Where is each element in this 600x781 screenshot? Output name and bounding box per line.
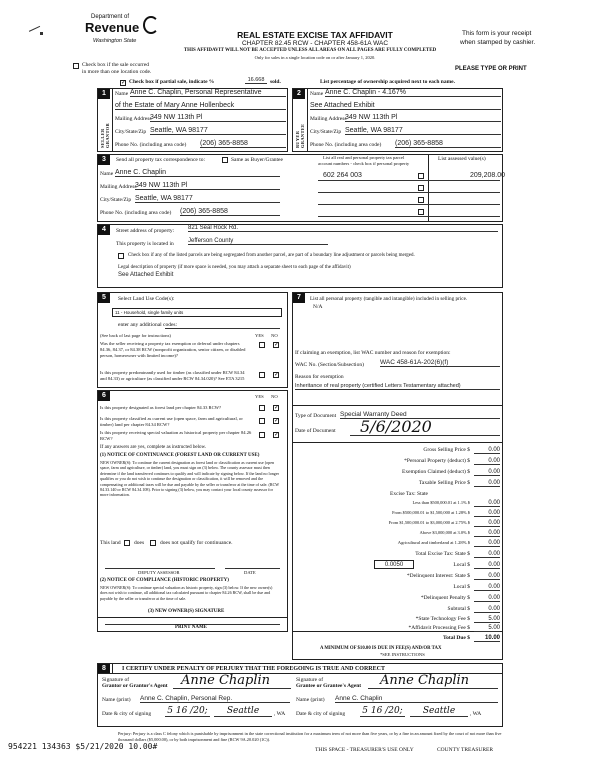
- partial-sale-pct[interactable]: 16.668: [245, 77, 267, 84]
- calc-tech[interactable]: 5.00: [474, 616, 500, 623]
- treasurer-use: THIS SPACE - TREASURER'S USE ONLY: [315, 747, 414, 753]
- calc-tier-label: From $500,000.01 to $1,500,000 at 1.28% $: [392, 510, 470, 515]
- s6-notice1-text: NEW OWNER(S): To continue the current designation as forest land or classification as current use (open space, farm and agriculture, or timber) land, you must sign on (3) below. The county assessor must then determine if the land transferred continues to qualify and will indicate by signing below. If the land no longer qualifies or you do not wish to continue the designation or classification, it will be removed and the compensating or additional taxes will be due and payable by the seller or transferor at the time of sale. (RCW 84.33.140 or RCW 84.34.108). Prior to signing (3) below, you may contact your local county assessor for more information.: [100, 460, 280, 498]
- multi-location-label1: Check box if the sale occurred: [82, 62, 150, 68]
- s1-mail[interactable]: 349 NW 113th Pl: [150, 114, 286, 122]
- s6-question-1: Is this property designated as forest land per chapter 84.33 RCW?: [100, 405, 222, 410]
- s3-acct-line: [318, 192, 500, 193]
- s5-q2-no[interactable]: [273, 372, 279, 378]
- s1-name1[interactable]: Anne C. Chaplin, Personal Representative: [130, 89, 286, 97]
- s4-location[interactable]: Jefferson County: [188, 238, 328, 245]
- s6-q2-yes[interactable]: [259, 418, 265, 424]
- calc-tier-label: From $1,500,000.01 to $3,000,000 at 2.75% $: [388, 520, 470, 525]
- s7-wac-intro: If claiming an exemption, list WAC number and reason for exemption:: [295, 350, 451, 356]
- section-1-number: 1: [98, 89, 110, 99]
- s3-personal-checkbox[interactable]: [418, 197, 424, 203]
- s1-phone[interactable]: (206) 365-8858: [200, 140, 286, 148]
- logo-dept: Department of: [91, 14, 130, 20]
- s7-title: List all personal property (tangible and intangible) included in selling price.: [310, 296, 468, 302]
- section-3-number: 3: [98, 155, 110, 165]
- s6-signature-heading: (3) NEW OWNER(S) SIGNATURE: [148, 609, 225, 614]
- s5-q2-yes[interactable]: [259, 372, 265, 378]
- s3-assessed-value[interactable]: 209,208.00: [470, 172, 506, 179]
- form-chapter: CHAPTER 82.45 RCW - CHAPTER 458-61A WAC: [241, 40, 389, 47]
- s8-wa: , WA: [274, 711, 286, 717]
- calc-proc[interactable]: 5.00: [474, 625, 500, 632]
- s3-personal-checkbox[interactable]: [418, 185, 424, 191]
- s5-title: Select Land Use Code(s):: [118, 296, 175, 302]
- s3-same-label: Same as Buyer/Grantee: [231, 157, 283, 163]
- section-5-number: 5: [98, 293, 110, 303]
- calc-tech-label: *State Technology Fee $: [415, 616, 470, 622]
- s6-does-checkbox[interactable]: [124, 540, 130, 546]
- s7-reason-label: Reason for exemption: [295, 374, 344, 380]
- s2-city-label: City/State/Zip: [310, 129, 342, 135]
- s8-name-label: Name (print): [296, 697, 325, 703]
- calc-value[interactable]: 0.00: [474, 480, 500, 487]
- form-sub: Only for sales in a single location code on or after January 1, 2020.: [254, 55, 376, 60]
- section-6-number: 6: [98, 391, 110, 401]
- s6-q1-no[interactable]: [273, 405, 279, 411]
- s1-phone-label: Phone No. (including area code): [115, 142, 187, 148]
- receipt-line2: when stamped by cashier.: [460, 39, 536, 46]
- calc-value[interactable]: 0.00: [474, 458, 500, 465]
- s6-notice2-heading: (2) NOTICE OF COMPLIANCE (HISTORIC PROPERTY): [100, 578, 229, 583]
- multi-location-checkbox[interactable]: [73, 63, 79, 69]
- calc-due-label: Total Due $: [443, 635, 470, 641]
- s3-name[interactable]: Anne C. Chaplin: [115, 169, 280, 177]
- s6-q3-no[interactable]: [273, 432, 279, 438]
- calc-penalty-label: *Delinquent Penalty $: [420, 595, 470, 601]
- logo-revenue: Revenue: [85, 20, 140, 35]
- calc-label: Gross Selling Price $: [423, 447, 470, 453]
- partial-sold: sold.: [270, 79, 281, 85]
- s8-sig-label-grantee: Grantee or Grantee's Agent: [296, 683, 362, 689]
- logo-state: Washington State: [93, 38, 137, 44]
- s5-q1-no[interactable]: [273, 342, 279, 348]
- s6-question-3: Is this property receiving special valuation as historical property per chapter 84.26 RCW?: [100, 430, 252, 441]
- s7-wac-value[interactable]: WAC 458-61A-202(6)(f): [380, 359, 500, 367]
- s8-date-label: Date & city of signing: [296, 711, 346, 717]
- s4-segregated-label: Check box if any of the listed parcels are being segregated from another parcel, are part of a boundary line adjustment or parcels being merged.: [128, 253, 415, 258]
- section-1-divider: [112, 88, 113, 152]
- s8-sig-label-grantor: Grantor or Grantor's Agent: [102, 683, 168, 689]
- calc-penalty[interactable]: 0.00: [474, 595, 500, 602]
- dor-logo: [85, 14, 163, 52]
- section-8-number: 8: [98, 664, 110, 674]
- s8-title: I CERTIFY UNDER PENALTY OF PERJURY THAT THE FOREGOING IS TRUE AND CORRECT: [122, 666, 385, 672]
- s8-grantee-date[interactable]: 5 16 /20;: [360, 706, 405, 717]
- calc-proc-label: *Affidavit Processing Fee $: [408, 625, 470, 631]
- s3-phone[interactable]: (206) 365-8858: [180, 208, 280, 216]
- treasurer-stamp: 954221 134363 $5/21/2020 10.00#: [8, 742, 158, 751]
- form-warning: THIS AFFIDAVIT WILL NOT BE ACCEPTED UNLESS ALL AREAS ON ALL PAGES ARE FULLY COMPLETED: [183, 48, 437, 53]
- form-title: REAL ESTATE EXCISE TAX AFFIDAVIT: [237, 30, 393, 40]
- s8-name-label: Name (print): [102, 697, 131, 703]
- s8-num-divider: [112, 663, 113, 673]
- s4-street[interactable]: 821 Seal Rock Rd.: [188, 225, 498, 232]
- calc-subtotal-label: Subtotal $: [447, 606, 470, 612]
- calc-tier-value[interactable]: 0.00: [474, 530, 500, 537]
- please-type: PLEASE TYPE OR PRINT: [455, 66, 527, 72]
- s5-land-use-select[interactable]: 11 - Household, single family units: [112, 308, 282, 317]
- s5-addl-label: enter any additional codes:: [118, 322, 178, 328]
- s1-mail-label: Mailing Address: [115, 116, 152, 122]
- s6-doesnot-label: does not qualify for continuance.: [160, 540, 233, 546]
- s3-acct-line: [318, 216, 500, 217]
- s6-notice1-heading: (1) NOTICE OF CONTINUANCE (FOREST LAND OR CURRENT USE): [100, 453, 260, 458]
- calc-tier-label: Less than $500,000.01 at 1.1% $: [412, 500, 470, 505]
- list-pct-label: List percentage of ownership acquired next to each name.: [320, 79, 455, 85]
- s2-mail[interactable]: 349 NW 113th Pl: [345, 114, 501, 122]
- s2-city[interactable]: Seattle, WA 98177: [345, 127, 501, 135]
- calc-int-state-label: *Delinquent Interest: State $: [406, 573, 470, 579]
- s3-mail-label: Mailing Address: [100, 184, 137, 190]
- section-2-number: 2: [293, 89, 305, 99]
- calc-see: *SEE INSTRUCTIONS: [380, 652, 425, 657]
- s4-location-label: This property is located in: [116, 241, 174, 247]
- county-treasurer: COUNTY TREASURER: [437, 747, 494, 753]
- calc-tier-label: Agricultural and timberland at 1.28% $: [397, 540, 470, 545]
- s1-city[interactable]: Seattle, WA 98177: [150, 127, 286, 135]
- perjury-notice: Perjury: Perjury is a class C felony which is punishable by imprisonment in the state correctional institution for a maximum term of not more than five years, or by a fine in an amount fixed by the court of not more than five thousand dollars ($5,000.00), or by both imprisonment and fine (RCW 9A.20.020 (1C)).: [118, 731, 502, 742]
- calc-value[interactable]: 0.00: [474, 447, 500, 454]
- multi-location-label2: in more than one location code.: [82, 69, 152, 75]
- s1-name-label: Name: [115, 91, 129, 97]
- calc-local-rate[interactable]: 0.0050: [374, 560, 414, 569]
- s8-sig-label-top: Signature of: [102, 677, 130, 683]
- s6-land-label: This land: [100, 540, 121, 546]
- s2-phone[interactable]: (206) 365-8858: [395, 140, 501, 148]
- calc-total-due[interactable]: 10.00: [474, 635, 500, 642]
- s7-docdate-label: Date of Document: [295, 428, 336, 434]
- s8-grantee-city[interactable]: Seattle: [410, 706, 468, 717]
- s2-name2[interactable]: See Attached Exhibit: [310, 102, 501, 110]
- s5-no-head: NO: [271, 333, 278, 338]
- s5-yes-head: YES: [255, 333, 264, 338]
- s3-city-label: City/State/Zip: [100, 197, 132, 203]
- s8-grantor-name[interactable]: Anne C. Chaplin, Personal Rep.: [140, 695, 290, 703]
- s2-mail-label: Mailing Address: [310, 116, 347, 122]
- buyer-side-label: BUYER GRANTEE: [295, 123, 305, 148]
- s3-city[interactable]: Seattle, WA 98177: [135, 195, 280, 203]
- s6-no-head: NO: [271, 394, 278, 399]
- s3-name-label: Name: [100, 171, 114, 177]
- s8-grantor-date[interactable]: 5 16 /20;: [165, 706, 210, 717]
- s3-same-checkbox[interactable]: [222, 157, 228, 163]
- s5-seeback: (See back of last page for instructions): [100, 333, 171, 338]
- calc-local[interactable]: 0.00: [474, 562, 500, 569]
- s8-date-label: Date & city of signing: [102, 711, 152, 717]
- calc-tier-value[interactable]: 0.00: [474, 520, 500, 527]
- s6-yes-head: YES: [255, 394, 264, 399]
- calc-int-local[interactable]: 0.00: [474, 584, 500, 591]
- partial-sale-checkbox[interactable]: [120, 80, 126, 86]
- s3-acct-number[interactable]: 602 264 003: [323, 172, 362, 179]
- s3-send-label: Send all property tax correspondence to:: [116, 157, 206, 163]
- s5-addl-line[interactable]: [165, 328, 280, 329]
- receipt-line1: This form is your receipt: [462, 30, 532, 37]
- calc-subtotal[interactable]: 0.00: [474, 606, 500, 613]
- calc-label: Taxable Selling Price $: [418, 480, 470, 486]
- s7-doctype-value[interactable]: Special Warranty Deed: [340, 411, 500, 419]
- s3-personal-checkbox[interactable]: [418, 173, 424, 179]
- calc-label: Exemption Claimed (deduct) $: [402, 469, 470, 475]
- s6-notice2-text: NEW OWNER(S): To continue special valuation as historic property, sign (3) below. If the new owner(s) does not wish to continue, all additional tax calculated pursuant to chapter 84.26 RCW, shall be due and payable by the seller or transferor at the time of sale.: [100, 585, 273, 601]
- s3-acct-line: [318, 204, 500, 205]
- s7-divider: [292, 405, 503, 406]
- calc-int-state[interactable]: 0.00: [474, 573, 500, 580]
- s6-does-label: does: [134, 540, 145, 546]
- s6-print-label: PRINT NAME: [175, 625, 207, 630]
- s1-city-label: City/State/Zip: [115, 129, 147, 135]
- calc-tier-label: Above $3,000,000 at 3.0% $: [419, 530, 470, 535]
- s6-question-2: Is this property classified as current use (open space, farm and agricultural, or timber) land per chapter 84.34 RCW?: [100, 416, 243, 427]
- s7-docdate-value[interactable]: 5/6/2020: [350, 418, 500, 436]
- s2-name1[interactable]: Anne C. Chaplin - 4.167%: [325, 89, 501, 97]
- s3-acct-line: [318, 180, 500, 181]
- s6-date-line[interactable]: [225, 568, 280, 569]
- s8-grantee-signature[interactable]: Anne Chaplin: [368, 673, 498, 689]
- s1-name2[interactable]: of the Estate of Mary Anne Hollenbeck: [115, 102, 286, 110]
- s6-q3-yes[interactable]: [259, 432, 265, 438]
- s4-legal-label: Legal description of property (if more space is needed, you may attach a separate sheet to each page of the affidavit): [118, 265, 351, 270]
- calc-tier-value[interactable]: 0.00: [474, 510, 500, 517]
- s4-segregated-checkbox[interactable]: [118, 253, 124, 259]
- s3-value-head: List assessed value(s): [438, 156, 486, 162]
- s6-any-yes: If any answers are yes, complete as instructed below.: [100, 445, 207, 450]
- section-4-number: 4: [98, 225, 110, 235]
- s3-phone-label: Phone No. (including area code): [100, 210, 172, 216]
- s4-legal-value[interactable]: See Attached Exhibit: [118, 272, 174, 278]
- s3-acct-head1: List all real and personal property tax parcel: [323, 155, 405, 160]
- s6-deputy-line[interactable]: [105, 568, 215, 569]
- s8-grantor-signature[interactable]: Anne Chaplin: [173, 673, 291, 689]
- s3-acct-head2: account numbers - check box if personal property: [318, 161, 410, 166]
- calc-total-state-label: Total Excise Tax: State $: [415, 551, 470, 557]
- seller-side-label: SELLER GRANTOR: [100, 122, 110, 148]
- calc-minimum: A MINIMUM OF $10.00 IS DUE IN FEE(S) AND/OR TAX: [320, 646, 442, 651]
- s3-personal-checkbox[interactable]: [418, 209, 424, 215]
- calc-tier-value[interactable]: 0.00: [474, 500, 500, 507]
- s7-reason-value[interactable]: Inheritance of real property (certified Letters Testamentary attached): [295, 383, 500, 390]
- calc-int-local-label: Local $: [453, 584, 470, 590]
- s7-wac-label: WAC No. (Section/Subsection): [295, 362, 364, 368]
- s4-street-label: Street address of property:: [116, 228, 175, 234]
- margin-mark: [40, 32, 43, 35]
- s5-q1-yes[interactable]: [259, 342, 265, 348]
- s6-q1-yes[interactable]: [259, 405, 265, 411]
- calc-label: *Personal Property (deduct) $: [404, 458, 470, 464]
- s2-phone-label: Phone No. (including area code): [310, 142, 382, 148]
- calc-tier-value[interactable]: 0.00: [474, 540, 500, 547]
- calc-local-label: Local $: [453, 562, 470, 568]
- s8-wa: , WA: [470, 711, 482, 717]
- calc-total-state[interactable]: 0.00: [474, 551, 500, 558]
- logo-mark-icon: [143, 16, 159, 34]
- calc-value[interactable]: 0.00: [474, 469, 500, 476]
- s8-grantee-name[interactable]: Anne C. Chaplin: [335, 695, 498, 703]
- s3-mail[interactable]: 349 NW 113th Pl: [135, 182, 280, 190]
- s7-doctype-label: Type of Document: [295, 413, 337, 419]
- s6-date-label: DATE: [244, 570, 256, 575]
- s6-q2-no[interactable]: [273, 418, 279, 424]
- section-7-number: 7: [293, 293, 305, 303]
- s5-question-1: Was the seller receiving a property tax exemption or deferral under chapters 84.36, 84.37, or 84.38 RCW (nonprofit organization, senior citizen, or disabled person, homeowner with limited income)?: [100, 341, 246, 358]
- section-2-divider: [307, 88, 308, 152]
- calc-excise-label: Excise Tax: State: [390, 491, 429, 497]
- s8-sig-label-top: Signature of: [296, 677, 324, 683]
- s7-divider: [292, 442, 503, 443]
- s2-name-label: Name: [310, 91, 324, 97]
- s7-na[interactable]: N/A: [313, 304, 323, 310]
- s6-doesnot-checkbox[interactable]: [150, 540, 156, 546]
- s5-question-2: Is this property predominantly used for timber (as classified under RCW 84.34 and 84.33) or agriculture (as classified under RCW 84.34.020)? See ETA 3215: [100, 370, 245, 381]
- s3-value-divider: [428, 154, 429, 222]
- s6-deputy-label: DEPUTY ASSESSOR: [138, 570, 180, 575]
- partial-sale-label: Check box if partial sale, indicate %: [129, 79, 215, 85]
- s8-grantor-city[interactable]: Seattle: [214, 706, 272, 717]
